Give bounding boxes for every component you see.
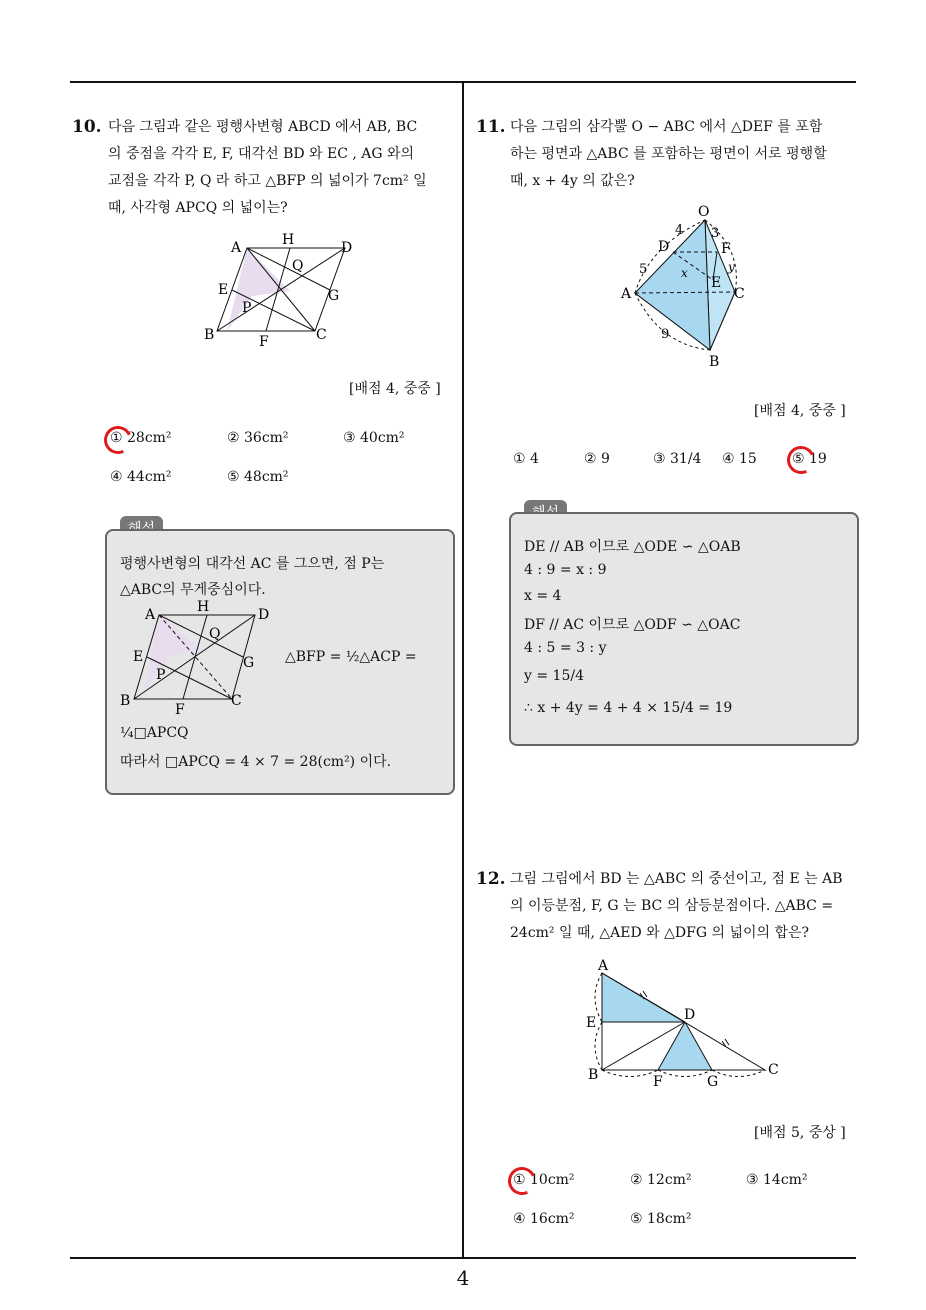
solution-line: y = 15/4 (524, 668, 584, 684)
figure-label: F (259, 334, 269, 350)
solution-line: 평행사변형의 대각선 AC 를 그으면, 점 P는 (120, 556, 385, 572)
points-label: [배점 4, 중중 ] (754, 403, 846, 419)
figure-label: B (204, 327, 215, 343)
choice-5[interactable]: ⑤ 18cm² (630, 1211, 692, 1227)
solution-line: DF // AC 이므로 △ODF ∽ △OAC (524, 617, 741, 633)
figure-label: D (684, 1007, 696, 1023)
choice-4[interactable]: ④ 15 (722, 451, 757, 467)
problem-11 (476, 114, 861, 198)
figure-label: 5 (639, 262, 648, 277)
figure-label: F (721, 241, 731, 257)
problem-line: 의 중점을 각각 E, F, 대각선 BD 와 EC , AG 와의 (108, 146, 415, 162)
footer-rule (70, 1257, 856, 1259)
figure-label: 4 (675, 223, 684, 238)
choice-1[interactable]: ① 28cm² (110, 430, 172, 446)
problem-line: 다음 그림의 삼각뿔 O − ABC 에서 △DEF 를 포함 (510, 119, 823, 135)
choice-2[interactable]: ② 12cm² (630, 1172, 692, 1188)
solution-figure (117, 597, 270, 718)
problem-10 (72, 114, 457, 224)
figure-label: Q (292, 258, 304, 274)
pyramid-figure (615, 200, 765, 372)
problem-number: 12. (476, 869, 506, 889)
column-divider (462, 83, 464, 1257)
figure-label: A (145, 607, 156, 623)
figure-label: A (598, 958, 609, 974)
figure-label: B (709, 354, 720, 370)
figure-label: F (175, 702, 185, 718)
figure-label: P (156, 667, 166, 683)
figure-label: y (728, 260, 735, 274)
solution-line: 4 : 9 = x : 9 (524, 562, 607, 578)
figure-label: D (341, 240, 353, 256)
choice-2[interactable]: ② 36cm² (227, 430, 289, 446)
figure-label: P (242, 300, 252, 316)
choice-1[interactable]: ① 10cm² (513, 1172, 575, 1188)
figure-label: x (681, 266, 688, 280)
choice-4[interactable]: ④ 44cm² (110, 469, 172, 485)
figure-label: B (588, 1067, 599, 1083)
figure-label: A (621, 286, 632, 302)
choice-3[interactable]: ③ 14cm² (746, 1172, 808, 1188)
figure-label: C (316, 327, 327, 343)
choice-3[interactable]: ③ 40cm² (343, 430, 405, 446)
figure-label: Q (209, 626, 221, 642)
problem-line: 의 이등분점, F, G 는 BC 의 삼등분점이다. △ABC = (510, 898, 834, 914)
figure-label: G (328, 288, 340, 304)
figure-label: E (711, 275, 722, 291)
solution-line: ¼□APCQ (120, 725, 189, 741)
figure-label: E (133, 649, 144, 665)
problem-text (108, 114, 427, 222)
figure-label: B (120, 693, 131, 709)
choice-5[interactable]: ⑤ 48cm² (227, 469, 289, 485)
figure-label: O (698, 204, 710, 220)
points-label: [배점 5, 중상 ] (754, 1125, 846, 1141)
problem-line: 하는 평면과 △ABC 를 포함하는 평면이 서로 평행할 (510, 146, 827, 162)
choice-1[interactable]: ① 4 (513, 451, 539, 467)
figure-label: C (734, 286, 745, 302)
points-label: [배점 4, 중중 ] (349, 381, 441, 397)
problem-line: 때, x + 4y 의 값은? (510, 173, 635, 189)
answer-mark-icon (504, 1163, 540, 1199)
figure-label: D (258, 607, 270, 623)
figure-label: G (707, 1074, 719, 1090)
problem-line: 때, 사각형 APCQ 의 넓이는? (108, 200, 288, 216)
figure-label: 3 (711, 226, 720, 241)
solution-line: x = 4 (524, 588, 562, 604)
figure-label: 9 (661, 327, 670, 342)
problem-number: 11. (476, 117, 506, 137)
parallelogram-figure (195, 228, 365, 353)
solution-box-10 (105, 529, 455, 795)
problem-text (510, 866, 843, 947)
solution-line: ∴ x + 4y = 4 + 4 × 15/4 = 19 (524, 700, 733, 716)
page-number: 4 (456, 1266, 470, 1290)
figure-label: G (243, 655, 255, 671)
problem-12 (476, 866, 861, 950)
problem-line: 그림 그림에서 BD 는 △ABC 의 중선이고, 점 E 는 AB (510, 871, 843, 887)
problem-line: 24cm² 일 때, △AED 와 △DFG 의 넓이의 합은? (510, 925, 810, 941)
figure-label: H (197, 599, 210, 615)
problem-line: 교점을 각각 P, Q 라 하고 △BFP 의 넓이가 7cm² 일 (108, 173, 427, 189)
figure-label: E (218, 282, 229, 298)
figure-label: D (658, 239, 670, 255)
solution-line: △BFP = ½△ACP = (285, 649, 417, 665)
choice-5[interactable]: ⑤ 19 (792, 451, 827, 467)
triangle-figure (580, 955, 785, 1090)
figure-label: E (586, 1015, 597, 1031)
problem-number: 10. (72, 117, 102, 137)
choice-4[interactable]: ④ 16cm² (513, 1211, 575, 1227)
figure-label: H (282, 232, 295, 248)
solution-line: DE // AB 이므로 △ODE ∽ △OAB (524, 539, 741, 555)
choice-2[interactable]: ② 9 (584, 451, 610, 467)
answer-mark-icon (100, 422, 136, 458)
solution-box-11 (509, 512, 859, 746)
choice-3[interactable]: ③ 31/4 (653, 451, 702, 467)
figure-label: C (231, 693, 242, 709)
figure-label: F (653, 1074, 663, 1090)
solution-line: 따라서 □APCQ = 4 × 7 = 28(cm²) 이다. (120, 754, 392, 770)
problem-text (510, 114, 827, 195)
solution-line: △ABC의 무게중심이다. (120, 582, 266, 598)
figure-label: C (768, 1062, 779, 1078)
figure-label: A (231, 240, 242, 256)
answer-mark-icon (783, 442, 819, 478)
problem-line: 다음 그림과 같은 평행사변형 ABCD 에서 AB, BC (108, 119, 418, 135)
solution-line: 4 : 5 = 3 : y (524, 640, 607, 656)
